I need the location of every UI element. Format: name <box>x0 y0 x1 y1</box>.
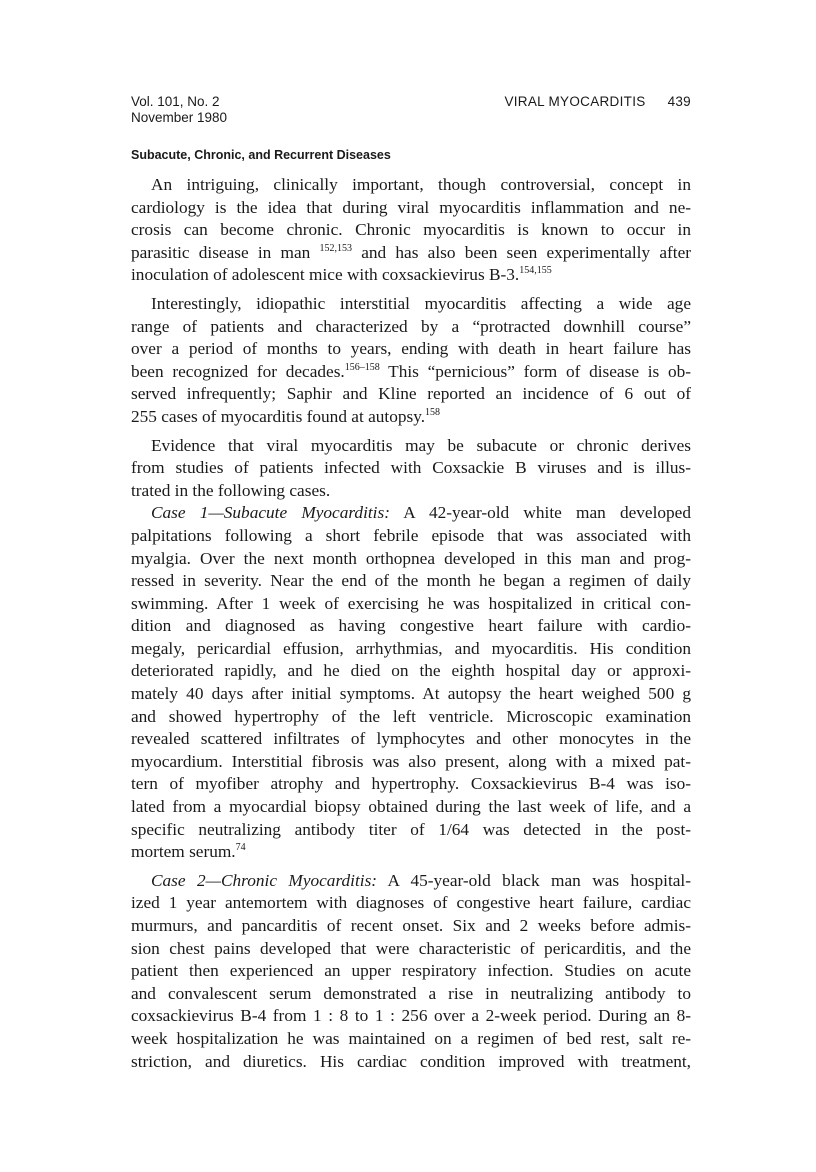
text-line: ized 1 year antemortem with diagnoses of congestive heart failure, cardiac <box>131 893 691 913</box>
running-header <box>131 94 691 128</box>
text-line: crosis can become chronic. Chronic myocarditis is known to occur in <box>131 220 691 240</box>
text-line: deteriorated rapidly, and he died on the eighth hospital day or approxi- <box>131 661 691 681</box>
paragraph <box>131 174 691 287</box>
text-line: patient then experienced an upper respiratory infection. Studies on acute <box>131 961 691 981</box>
text-line: Interestingly, idiopathic interstitial myocarditis affecting a wide age <box>151 293 691 313</box>
text-line: cardiology is the idea that during viral myocarditis inflammation and ne- <box>131 197 691 217</box>
text-line: dition and diagnosed as having congestive heart failure with cardio- <box>131 616 691 636</box>
text-line: murmurs, and pancarditis of recent onset. Six and 2 weeks before admis- <box>131 916 691 935</box>
case-label: Case 1—Subacute Myocarditis: <box>151 503 390 523</box>
text-line: swimming. After 1 week of exercising he was hospitalized in critical con- <box>131 593 691 613</box>
text-line: An intriguing, clinically important, though controversial, concept in <box>151 175 691 194</box>
text-line: myalgia. Over the next month orthopnea developed in this man and prog- <box>131 548 691 568</box>
paragraph-case-2 <box>131 870 691 1073</box>
paragraph <box>131 435 691 503</box>
issue-date: November 1980 <box>131 110 228 125</box>
text-line: inoculation of adolescent mice with coxsackievirus B-3.$^{154,155}$ <box>131 265 552 285</box>
page-number: 439 <box>667 94 691 109</box>
text-line: parasitic disease in man $^{152,153}$ and has also been seen experimentally after <box>131 242 691 262</box>
text-line: coxsackievirus B-4 from 1 : 8 to 1 : 256 over a 2-week period. During an 8- <box>131 1006 691 1026</box>
citation: 74 <box>235 842 246 854</box>
text-line: megaly, pericardial effusion, arrhythmias, and myocarditis. His condition <box>131 638 691 658</box>
citation: 156–158 <box>344 361 380 373</box>
header-right <box>504 94 691 110</box>
text-line: over a period of months to years, ending with death in heart failure has <box>131 339 691 359</box>
text-line: Evidence that viral myocarditis may be subacute or chronic derives <box>151 435 691 455</box>
text-line: Case 2—Chronic Myocarditis: A 45-year-old black man was hospital- <box>151 870 691 890</box>
text-line: and convalescent serum demonstrated a rise in neutralizing antibody to <box>131 983 691 1003</box>
paragraph-case-1 <box>131 502 691 864</box>
text-line: mortem serum.$^{74}$ <box>131 842 246 862</box>
paragraph <box>131 293 691 429</box>
citation: 152,153 <box>319 243 353 255</box>
volume-issue: Vol. 101, No. 2 <box>131 94 220 109</box>
text-line: ressed in severity. Near the end of the month he began a regimen of daily <box>131 571 691 591</box>
journal-info <box>131 94 227 126</box>
text-line: range of patients and characterized by a “protracted downhill course” <box>131 316 691 336</box>
case-label: Case 2—Chronic Myocarditis: <box>151 870 378 890</box>
text-line: 255 cases of myocarditis found at autopsy.$^{158}$ <box>131 406 441 426</box>
text-line: revealed scattered infiltrates of lymphocytes and other monocytes in the <box>131 729 691 749</box>
text-line: Case 1—Subacute Myocarditis: A 42-year-old white man developed <box>151 503 691 523</box>
text-line: striction, and diuretics. His cardiac condition improved with treatment, <box>131 1051 691 1071</box>
text-line: specific neutralizing antibody titer of 1/64 was detected in the post- <box>131 819 691 839</box>
page <box>131 94 691 1073</box>
article-body <box>131 174 691 1073</box>
text-line: sion chest pains developed that were characteristic of pericarditis, and the <box>131 938 691 958</box>
text-line: mately 40 days after initial symptoms. At autopsy the heart weighed 500 g <box>131 684 691 704</box>
text-line: tern of myofiber atrophy and hypertrophy. Coxsackievirus B-4 was iso- <box>131 774 691 794</box>
running-title: VIRAL MYOCARDITIS <box>504 94 646 109</box>
text-line: and showed hypertrophy of the left ventricle. Microscopic examination <box>131 706 691 726</box>
text-line: served infrequently; Saphir and Kline reported an incidence of 6 out of <box>131 384 691 404</box>
text-line: from studies of patients infected with Coxsackie B viruses and is illus- <box>131 458 691 478</box>
citation: 154,155 <box>519 265 552 277</box>
text-line: week hospitalization he was maintained on a regimen of bed rest, salt re- <box>131 1028 691 1048</box>
text-line: been recognized for decades.$^{156-158}$ This “pernicious” form of disease is ob- <box>131 361 691 381</box>
citation: 158 <box>425 407 441 419</box>
section-heading: Subacute, Chronic, and Recurrent Diseases <box>131 148 391 162</box>
text-line: myocardium. Interstitial fibrosis was also present, along with a mixed pat- <box>131 751 691 771</box>
text-line: palpitations following a short febrile episode that was associated with <box>131 525 691 545</box>
text-line: lated from a myocardial biopsy obtained during the last week of life, and a <box>131 797 691 817</box>
text-line: trated in the following cases. <box>131 480 331 500</box>
